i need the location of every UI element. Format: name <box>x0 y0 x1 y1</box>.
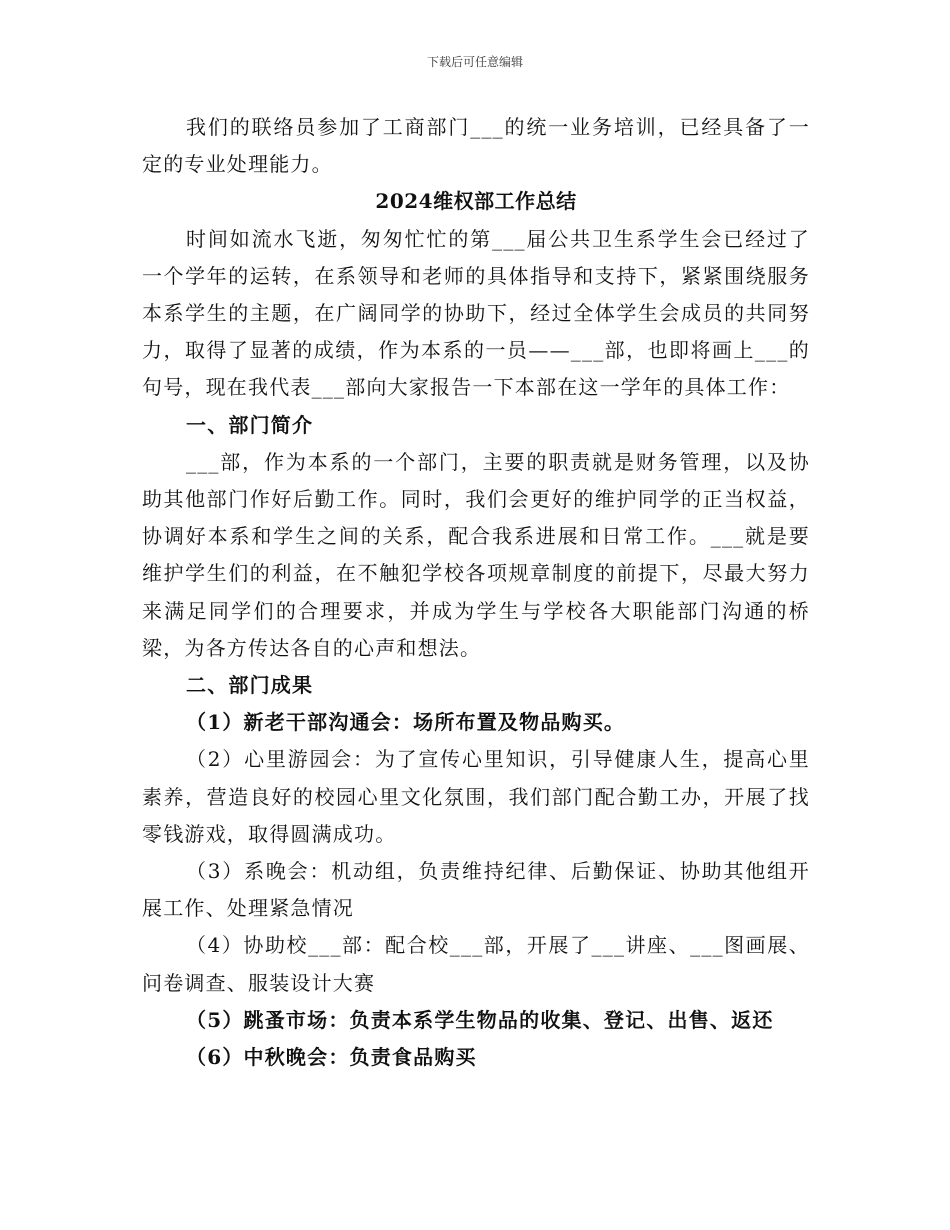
achievement-item-6: （6）中秋晚会：负责食品购买 <box>186 1045 477 1070</box>
page-header: 下载后可任意编辑 <box>426 55 523 69</box>
paragraph-intro: 我们的联络员参加了工商部门___的统一业务培训，已经具备了一定的专业处理能力。 <box>142 115 810 177</box>
section-heading-achievements: 二、部门成果 <box>186 673 314 698</box>
document-body <box>142 109 810 1076</box>
paragraph-overview: 时间如流水飞逝，匆匆忙忙的第___届公共卫生系学生会已经过了一个学年的运转，在系领导和老师的具体指导和支持下，紧紧围绕服务本系学生的主题，在广阔同学的协助下，经过全体学生会成员的共同努力，取得了显著的成绩，作为本系的一员——___部，也即将画上___的句号，现在我代表___部向大家报告一下本部在这一学年的具体工作： <box>142 226 810 400</box>
document-title: 2024维权部工作总结 <box>375 189 577 214</box>
achievement-item-4: （4）协助校___部：配合校___部，开展了___讲座、___图画展、问卷调查、服装设计大赛 <box>142 933 810 995</box>
achievement-item-3: （3）系晚会：机动组，负责维持纪律、后勤保证、协助其他组开展工作、处理紧急情况 <box>142 859 810 921</box>
paragraph-department-intro: ___部，作为本系的一个部门，主要的职责就是财务管理，以及协助其他部门作好后勤工作。同时，我们会更好的维护同学的正当权益，协调好本系和学生之间的关系，配合我系进展和日常工作。___就是要维护学生们的利益，在不触犯学校各项规章制度的前提下，尽最大努力来满足同学们的合理要求，并成为学生与学校各大职能部门沟通的桥梁，为各方传达各自的心声和想法。 <box>142 449 810 660</box>
section-heading-department-intro: 一、部门简介 <box>186 412 314 437</box>
achievement-item-2: （2）心里游园会：为了宣传心里知识，引导健康人生，提高心里素养，营造良好的校园心里文化氛围，我们部门配合勤工办，开展了找零钱游戏，取得圆满成功。 <box>142 747 810 846</box>
achievement-item-1: （1）新老干部沟通会：场所布置及物品购买。 <box>186 710 626 735</box>
achievement-item-5: （5）跳蚤市场：负责本系学生物品的收集、登记、出售、返还 <box>186 1007 774 1032</box>
